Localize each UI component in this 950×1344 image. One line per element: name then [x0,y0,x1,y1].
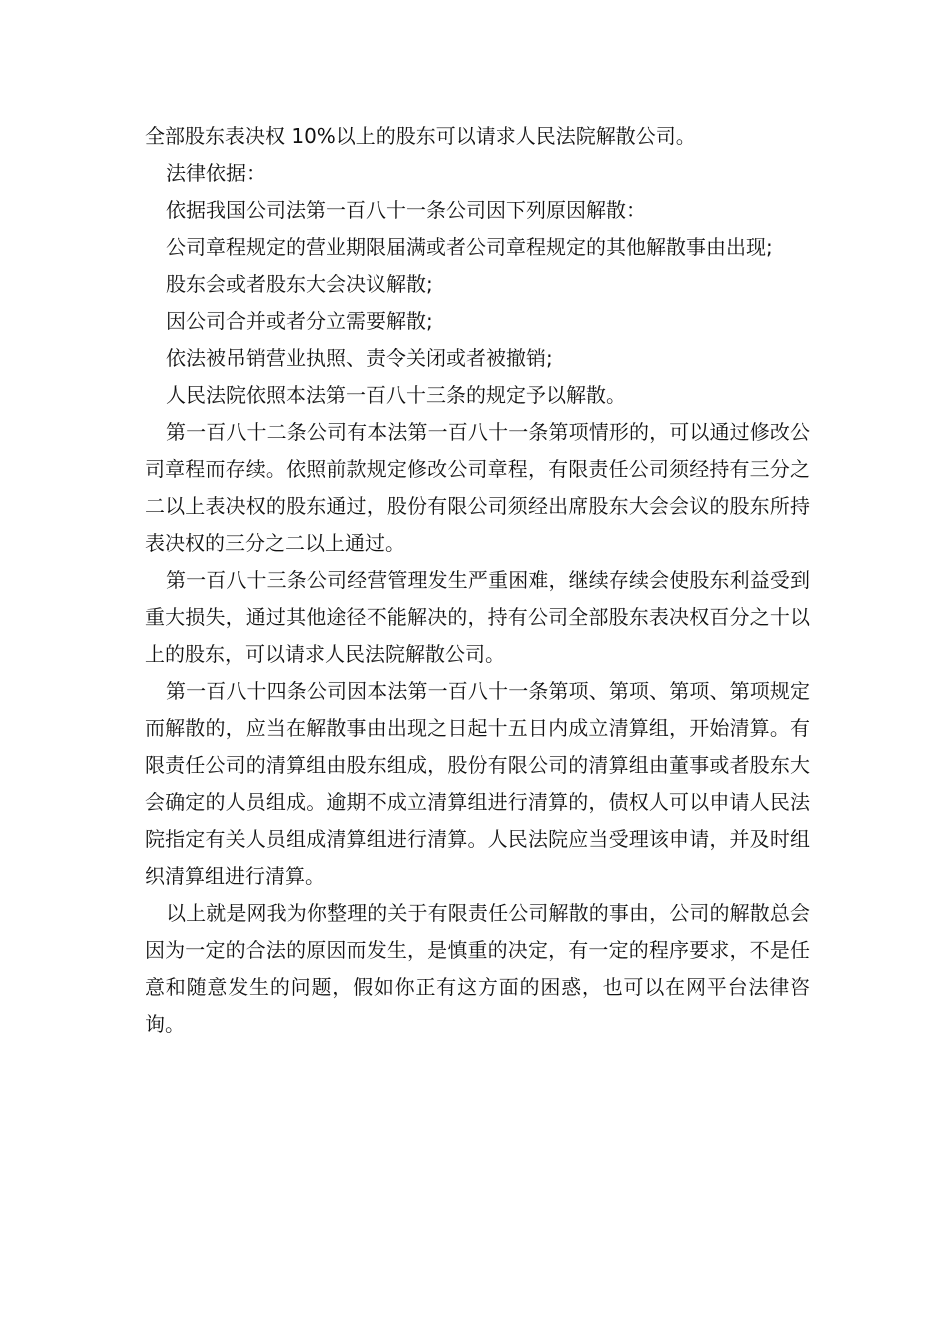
paragraph-article-184: 第一百八十四条公司因本法第一百八十一条第项、第项、第项、第项规定而解散的，应当在解散事由出现之日起十五日内成立清算组，开始清算。有限责任公司的清算组由股东组成，股份有限公司的清算组由董事或者股东大会确定的人员组成。逾期不成立清算组进行清算的，债权人可以申请人民法院指定有关人员组成清算组进行清算。人民法院应当受理该申请，并及时组织清算组进行清算。 [145,679,810,888]
paragraph-reason-term-expiry: 公司章程规定的营业期限届满或者公司章程规定的其他解散事由出现; [166,235,773,259]
paragraph-article-183: 第一百八十三条公司经营管理发生严重困难，继续存续会使股东利益受到重大损失，通过其他途径不能解决的，持有公司全部股东表决权百分之十以上的股东，可以请求人民法院解散公司。 [145,568,810,666]
paragraph-reason-resolution: 股东会或者股东大会决议解散; [166,272,433,296]
paragraph-reason-revoked: 依法被吊销营业执照、责令关闭或者被撤销; [166,346,553,370]
paragraph-conclusion: 以上就是网我为你整理的关于有限责任公司解散的事由，公司的解散总会因为一定的合法的原因而发生，是慎重的决定，有一定的程序要求，不是任意和随意发生的问题，假如你正有这方面的困惑，也可以在网平台法律咨询。 [145,901,810,1036]
paragraph-reason-court: 人民法院依照本法第一百八十三条的规定予以解散。 [166,383,626,407]
paragraph-article-182: 第一百八十二条公司有本法第一百八十一条第项情形的，可以通过修改公司章程而存续。依照前款规定修改公司章程，有限责任公司须经持有三分之二以上表决权的股东通过，股份有限公司须经出席股东大会会议的股东所持表决权的三分之二以上通过。 [145,420,810,555]
paragraph-reason-merger: 因公司合并或者分立需要解散; [166,309,433,333]
paragraph-continuation: 全部股东表决权 10%以上的股东可以请求人民法院解散公司。 [145,124,696,148]
paragraph-article-181-intro: 依据我国公司法第一百八十一条公司因下列原因解散： [166,198,646,222]
document-body [145,118,810,1043]
paragraph-legal-basis-heading: 法律依据： [166,161,266,185]
